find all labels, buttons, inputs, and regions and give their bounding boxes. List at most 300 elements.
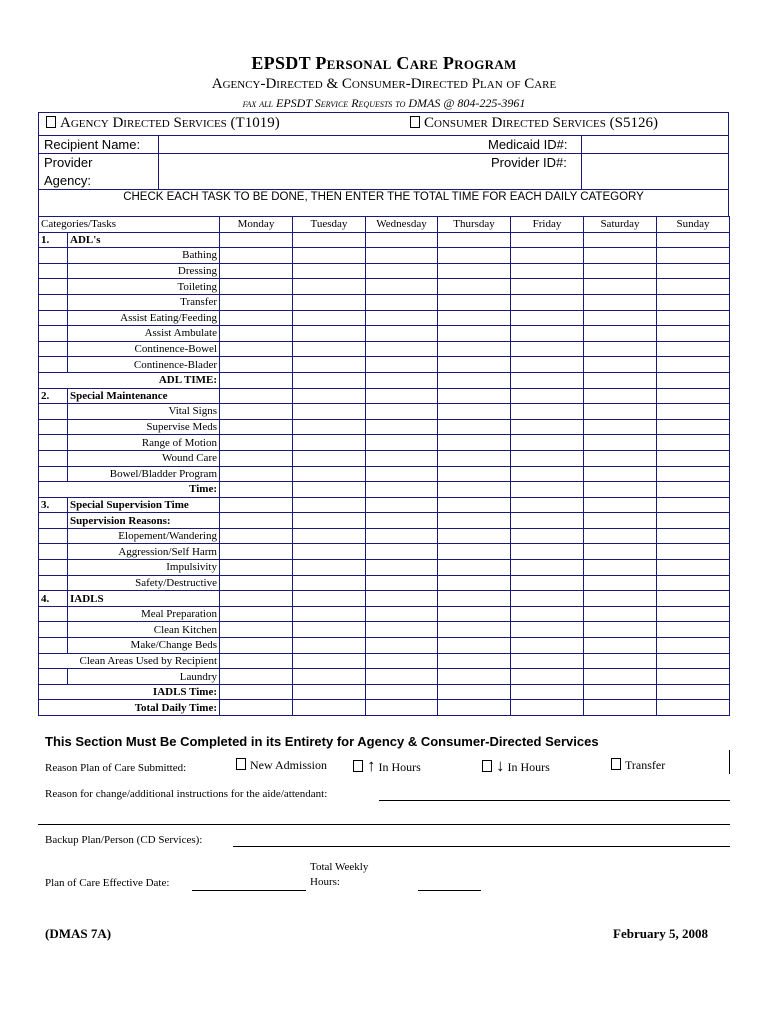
day-time-cell[interactable] xyxy=(438,279,511,295)
provider-id-field[interactable] xyxy=(583,155,727,188)
day-time-cell[interactable] xyxy=(293,326,366,342)
day-time-cell[interactable] xyxy=(438,606,511,622)
day-time-cell[interactable] xyxy=(511,435,584,451)
row-spacer xyxy=(39,575,68,591)
day-time-cell[interactable] xyxy=(220,575,293,591)
day-time-cell[interactable] xyxy=(366,482,438,498)
day-time-cell[interactable] xyxy=(584,263,657,279)
day-time-cell[interactable] xyxy=(657,575,730,591)
day-time-cell[interactable] xyxy=(293,700,366,716)
day-time-cell[interactable] xyxy=(657,700,730,716)
day-time-cell[interactable] xyxy=(293,560,366,576)
day-time-cell[interactable] xyxy=(220,326,293,342)
day-time-cell[interactable] xyxy=(584,622,657,638)
day-time-cell[interactable] xyxy=(293,232,366,248)
day-time-cell[interactable] xyxy=(511,544,584,560)
day-time-cell[interactable] xyxy=(511,513,584,529)
day-time-cell[interactable] xyxy=(511,372,584,388)
day-time-cell[interactable] xyxy=(366,528,438,544)
day-time-cell[interactable] xyxy=(657,591,730,607)
row-spacer xyxy=(39,450,68,466)
day-time-cell[interactable] xyxy=(366,419,438,435)
day-time-cell[interactable] xyxy=(366,700,438,716)
day-time-cell[interactable] xyxy=(438,450,511,466)
day-time-cell[interactable] xyxy=(293,591,366,607)
day-time-cell[interactable] xyxy=(366,575,438,591)
day-time-cell[interactable] xyxy=(511,279,584,295)
fax-instruction: fax all EPSDT Service Requests to DMAS @ 804-225-3961 xyxy=(242,96,526,110)
day-time-cell[interactable] xyxy=(438,263,511,279)
day-time-cell[interactable] xyxy=(366,279,438,295)
task-schedule-table xyxy=(38,216,730,716)
day-header: Tuesday xyxy=(293,217,366,233)
day-time-cell[interactable] xyxy=(366,669,438,685)
row-spacer xyxy=(39,248,68,264)
day-time-cell[interactable] xyxy=(220,419,293,435)
day-time-cell[interactable] xyxy=(584,310,657,326)
task-label: Range of Motion xyxy=(68,435,220,451)
day-time-cell[interactable] xyxy=(293,419,366,435)
day-time-cell[interactable] xyxy=(366,606,438,622)
row-spacer xyxy=(39,622,68,638)
day-time-cell[interactable] xyxy=(293,544,366,560)
day-time-cell[interactable] xyxy=(366,388,438,404)
section-title: This Section Must Be Completed in its Entirety for Agency & Consumer-Directed Services xyxy=(45,734,599,749)
day-time-cell[interactable] xyxy=(438,341,511,357)
row-spacer xyxy=(39,560,68,576)
day-time-cell[interactable] xyxy=(657,341,730,357)
day-time-cell[interactable] xyxy=(511,684,584,700)
day-time-cell[interactable] xyxy=(366,622,438,638)
day-time-cell[interactable] xyxy=(366,513,438,529)
day-time-cell[interactable] xyxy=(657,372,730,388)
day-time-cell[interactable] xyxy=(584,357,657,373)
day-time-cell[interactable] xyxy=(511,404,584,420)
day-time-cell[interactable] xyxy=(220,606,293,622)
day-time-cell[interactable] xyxy=(511,575,584,591)
day-time-cell[interactable] xyxy=(657,310,730,326)
day-time-cell[interactable] xyxy=(511,497,584,513)
day-time-cell[interactable] xyxy=(220,466,293,482)
time-total-label: Time: xyxy=(39,482,220,498)
day-time-cell[interactable] xyxy=(438,372,511,388)
day-time-cell[interactable] xyxy=(584,248,657,264)
day-time-cell[interactable] xyxy=(511,263,584,279)
category-number: 2. xyxy=(39,388,68,404)
day-time-cell[interactable] xyxy=(220,279,293,295)
day-time-cell[interactable] xyxy=(584,435,657,451)
task-label: Clean Areas Used by Recipient xyxy=(39,653,220,669)
consumer-directed-option[interactable] xyxy=(410,115,658,132)
day-time-cell[interactable] xyxy=(657,466,730,482)
day-time-cell[interactable] xyxy=(293,497,366,513)
day-time-cell[interactable] xyxy=(511,700,584,716)
total-weekly-hours-field[interactable] xyxy=(418,890,481,891)
medicaid-id-field[interactable] xyxy=(583,136,727,152)
checkbox-icon[interactable] xyxy=(353,760,363,772)
checkbox-icon[interactable] xyxy=(410,116,420,128)
row-spacer xyxy=(39,435,68,451)
day-time-cell[interactable] xyxy=(366,232,438,248)
day-time-cell[interactable] xyxy=(293,466,366,482)
day-time-cell[interactable] xyxy=(293,263,366,279)
change-reason-label: Reason for change/additional instructions for the aide/attendant: xyxy=(45,788,328,800)
day-time-cell[interactable] xyxy=(293,310,366,326)
checkbox-icon[interactable] xyxy=(611,758,621,770)
task-label: Laundry xyxy=(68,669,220,685)
new-admission-label: New Admission xyxy=(250,758,328,772)
recipient-name-label: Recipient Name: xyxy=(44,137,141,152)
hours-label: Hours: xyxy=(310,876,340,888)
day-time-cell[interactable] xyxy=(657,419,730,435)
table-row xyxy=(39,575,730,591)
day-time-cell[interactable] xyxy=(584,497,657,513)
day-time-cell[interactable] xyxy=(220,232,293,248)
day-time-cell[interactable] xyxy=(584,450,657,466)
day-time-cell[interactable] xyxy=(511,638,584,654)
day-time-cell[interactable] xyxy=(293,294,366,310)
day-time-cell[interactable] xyxy=(657,248,730,264)
day-time-cell[interactable] xyxy=(438,669,511,685)
day-time-cell[interactable] xyxy=(293,341,366,357)
day-time-cell[interactable] xyxy=(438,638,511,654)
day-time-cell[interactable] xyxy=(657,638,730,654)
day-time-cell[interactable] xyxy=(584,279,657,295)
medicaid-id-label: Medicaid ID#: xyxy=(488,137,568,152)
day-time-cell[interactable] xyxy=(438,591,511,607)
day-time-cell[interactable] xyxy=(438,419,511,435)
day-time-cell[interactable] xyxy=(438,513,511,529)
day-time-cell[interactable] xyxy=(657,497,730,513)
agency-directed-option[interactable] xyxy=(46,115,280,132)
day-time-cell[interactable] xyxy=(657,513,730,529)
row-spacer xyxy=(39,357,68,373)
day-time-cell[interactable] xyxy=(366,560,438,576)
table-row xyxy=(39,591,730,607)
day-time-cell[interactable] xyxy=(584,528,657,544)
day-time-cell[interactable] xyxy=(293,606,366,622)
day-time-cell[interactable] xyxy=(293,638,366,654)
day-time-cell[interactable] xyxy=(293,575,366,591)
row-spacer xyxy=(39,528,68,544)
day-time-cell[interactable] xyxy=(657,435,730,451)
day-time-cell[interactable] xyxy=(366,497,438,513)
backup-plan-field[interactable] xyxy=(233,846,730,847)
day-time-cell[interactable] xyxy=(220,544,293,560)
day-time-cell[interactable] xyxy=(293,513,366,529)
task-instruction: CHECK EACH TASK TO BE DONE, THEN ENTER THE TOTAL TIME FOR EACH DAILY CATEGORY xyxy=(123,191,644,203)
day-time-cell[interactable] xyxy=(657,450,730,466)
day-time-cell[interactable] xyxy=(511,248,584,264)
day-time-cell[interactable] xyxy=(220,341,293,357)
row-spacer xyxy=(39,638,68,654)
day-time-cell[interactable] xyxy=(293,435,366,451)
table-row xyxy=(39,326,730,342)
day-time-cell[interactable] xyxy=(511,606,584,622)
day-time-cell[interactable] xyxy=(657,622,730,638)
day-time-cell[interactable] xyxy=(438,528,511,544)
day-time-cell[interactable] xyxy=(511,622,584,638)
subcategory-label: Supervision Reasons: xyxy=(68,513,220,529)
table-row xyxy=(39,404,730,420)
day-time-cell[interactable] xyxy=(438,575,511,591)
day-time-cell[interactable] xyxy=(438,404,511,420)
task-label: Impulsivity xyxy=(68,560,220,576)
day-time-cell[interactable] xyxy=(220,700,293,716)
day-time-cell[interactable] xyxy=(657,326,730,342)
decrease-hours-option[interactable] xyxy=(482,756,550,776)
day-time-cell[interactable] xyxy=(438,482,511,498)
day-time-cell[interactable] xyxy=(438,497,511,513)
day-time-cell[interactable] xyxy=(293,669,366,685)
table-row xyxy=(39,638,730,654)
day-time-cell[interactable] xyxy=(511,653,584,669)
day-time-cell[interactable] xyxy=(657,544,730,560)
day-time-cell[interactable] xyxy=(657,560,730,576)
day-time-cell[interactable] xyxy=(220,669,293,685)
day-time-cell[interactable] xyxy=(657,263,730,279)
table-row xyxy=(39,450,730,466)
day-time-cell[interactable] xyxy=(584,294,657,310)
table-row xyxy=(39,513,730,529)
day-time-cell[interactable] xyxy=(438,248,511,264)
row-spacer xyxy=(39,263,68,279)
day-time-cell[interactable] xyxy=(220,450,293,466)
day-time-cell[interactable] xyxy=(438,560,511,576)
task-label: Clean Kitchen xyxy=(68,622,220,638)
day-time-cell[interactable] xyxy=(584,575,657,591)
day-time-cell[interactable] xyxy=(584,606,657,622)
category-label: Special Maintenance xyxy=(68,388,220,404)
day-time-cell[interactable] xyxy=(220,684,293,700)
checkbox-icon[interactable] xyxy=(236,758,246,770)
day-time-cell[interactable] xyxy=(220,591,293,607)
row-spacer xyxy=(39,404,68,420)
day-time-cell[interactable] xyxy=(584,560,657,576)
day-time-cell[interactable] xyxy=(366,591,438,607)
consumer-directed-label: Consumer Directed Services (S5126) xyxy=(424,115,658,131)
day-time-cell[interactable] xyxy=(584,544,657,560)
day-time-cell[interactable] xyxy=(293,653,366,669)
day-time-cell[interactable] xyxy=(584,591,657,607)
day-time-cell[interactable] xyxy=(220,435,293,451)
day-time-cell[interactable] xyxy=(657,528,730,544)
day-time-cell[interactable] xyxy=(293,279,366,295)
day-time-cell[interactable] xyxy=(584,669,657,685)
table-row xyxy=(39,372,730,388)
day-time-cell[interactable] xyxy=(366,653,438,669)
day-time-cell[interactable] xyxy=(293,482,366,498)
day-time-cell[interactable] xyxy=(657,669,730,685)
table-row xyxy=(39,482,730,498)
change-reason-field-line2[interactable] xyxy=(38,824,730,825)
decrease-hours-label: In Hours xyxy=(507,760,550,774)
day-time-cell[interactable] xyxy=(511,294,584,310)
day-time-cell[interactable] xyxy=(657,404,730,420)
day-time-cell[interactable] xyxy=(220,560,293,576)
day-time-cell[interactable] xyxy=(511,232,584,248)
day-time-cell[interactable] xyxy=(293,372,366,388)
day-time-cell[interactable] xyxy=(366,294,438,310)
day-time-cell[interactable] xyxy=(438,388,511,404)
day-header: Wednesday xyxy=(366,217,438,233)
day-time-cell[interactable] xyxy=(584,404,657,420)
day-time-cell[interactable] xyxy=(220,482,293,498)
day-time-cell[interactable] xyxy=(511,326,584,342)
day-time-cell[interactable] xyxy=(657,388,730,404)
day-time-cell[interactable] xyxy=(511,419,584,435)
day-time-cell[interactable] xyxy=(438,684,511,700)
task-label: Bathing xyxy=(68,248,220,264)
day-time-cell[interactable] xyxy=(366,310,438,326)
day-time-cell[interactable] xyxy=(511,466,584,482)
category-number: 3. xyxy=(39,497,68,513)
increase-hours-option[interactable] xyxy=(353,756,421,776)
day-time-cell[interactable] xyxy=(220,357,293,373)
task-label: Continence-Blader xyxy=(68,357,220,373)
day-time-cell[interactable] xyxy=(657,482,730,498)
task-label: Transfer xyxy=(68,294,220,310)
day-time-cell[interactable] xyxy=(438,294,511,310)
day-time-cell[interactable] xyxy=(584,482,657,498)
day-time-cell[interactable] xyxy=(366,404,438,420)
day-time-cell[interactable] xyxy=(366,341,438,357)
day-time-cell[interactable] xyxy=(366,326,438,342)
day-time-cell[interactable] xyxy=(220,248,293,264)
day-time-cell[interactable] xyxy=(511,388,584,404)
day-time-cell[interactable] xyxy=(293,450,366,466)
day-time-cell[interactable] xyxy=(657,232,730,248)
transfer-option[interactable] xyxy=(611,758,665,773)
agency-label: Agency: xyxy=(44,173,91,188)
day-time-cell[interactable] xyxy=(511,528,584,544)
day-time-cell[interactable] xyxy=(584,388,657,404)
day-time-cell[interactable] xyxy=(438,232,511,248)
day-time-cell[interactable] xyxy=(584,419,657,435)
day-time-cell[interactable] xyxy=(511,560,584,576)
day-time-cell[interactable] xyxy=(220,528,293,544)
day-time-cell[interactable] xyxy=(511,669,584,685)
day-time-cell[interactable] xyxy=(366,544,438,560)
day-time-cell[interactable] xyxy=(366,372,438,388)
day-time-cell[interactable] xyxy=(584,653,657,669)
day-time-cell[interactable] xyxy=(366,357,438,373)
day-time-cell[interactable] xyxy=(584,513,657,529)
row-spacer xyxy=(39,544,68,560)
day-time-cell[interactable] xyxy=(366,450,438,466)
checkbox-icon[interactable] xyxy=(482,760,492,772)
new-admission-option[interactable] xyxy=(236,758,327,773)
day-time-cell[interactable] xyxy=(293,248,366,264)
day-time-cell[interactable] xyxy=(657,357,730,373)
day-time-cell[interactable] xyxy=(220,497,293,513)
table-header-row xyxy=(39,217,730,233)
day-time-cell[interactable] xyxy=(438,466,511,482)
day-time-cell[interactable] xyxy=(584,466,657,482)
day-time-cell[interactable] xyxy=(293,684,366,700)
day-time-cell[interactable] xyxy=(220,294,293,310)
table-row xyxy=(39,419,730,435)
day-time-cell[interactable] xyxy=(438,310,511,326)
day-time-cell[interactable] xyxy=(438,700,511,716)
day-time-cell[interactable] xyxy=(511,341,584,357)
table-row xyxy=(39,669,730,685)
day-time-cell[interactable] xyxy=(220,653,293,669)
day-time-cell[interactable] xyxy=(293,622,366,638)
day-time-cell[interactable] xyxy=(584,700,657,716)
day-time-cell[interactable] xyxy=(366,263,438,279)
time-total-label: Total Daily Time: xyxy=(39,700,220,716)
day-time-cell[interactable] xyxy=(293,388,366,404)
day-time-cell[interactable] xyxy=(366,435,438,451)
category-label: ADL's xyxy=(68,232,220,248)
day-time-cell[interactable] xyxy=(438,435,511,451)
day-time-cell[interactable] xyxy=(438,357,511,373)
row-spacer xyxy=(39,279,68,295)
day-time-cell[interactable] xyxy=(220,513,293,529)
day-time-cell[interactable] xyxy=(438,653,511,669)
reason-submitted-label: Reason Plan of Care Submitted: xyxy=(45,762,187,774)
category-label: Special Supervision Time xyxy=(68,497,220,513)
day-time-cell[interactable] xyxy=(220,263,293,279)
day-time-cell[interactable] xyxy=(657,279,730,295)
day-time-cell[interactable] xyxy=(511,450,584,466)
day-time-cell[interactable] xyxy=(220,310,293,326)
day-time-cell[interactable] xyxy=(293,528,366,544)
day-time-cell[interactable] xyxy=(438,622,511,638)
day-time-cell[interactable] xyxy=(584,684,657,700)
day-time-cell[interactable] xyxy=(366,684,438,700)
day-time-cell[interactable] xyxy=(584,372,657,388)
table-row xyxy=(39,248,730,264)
table-row xyxy=(39,622,730,638)
effective-date-field[interactable] xyxy=(192,890,306,891)
day-time-cell[interactable] xyxy=(366,466,438,482)
day-time-cell[interactable] xyxy=(438,544,511,560)
day-time-cell[interactable] xyxy=(293,357,366,373)
table-row xyxy=(39,388,730,404)
day-time-cell[interactable] xyxy=(438,326,511,342)
effective-date-label: Plan of Care Effective Date: xyxy=(45,877,170,889)
table-row xyxy=(39,310,730,326)
day-time-cell[interactable] xyxy=(657,684,730,700)
day-time-cell[interactable] xyxy=(584,341,657,357)
day-time-cell[interactable] xyxy=(511,591,584,607)
table-row xyxy=(39,560,730,576)
row-spacer xyxy=(39,326,68,342)
day-time-cell[interactable] xyxy=(584,638,657,654)
day-time-cell[interactable] xyxy=(366,638,438,654)
day-time-cell[interactable] xyxy=(584,232,657,248)
day-time-cell[interactable] xyxy=(584,326,657,342)
day-time-cell[interactable] xyxy=(220,404,293,420)
day-time-cell[interactable] xyxy=(657,294,730,310)
day-time-cell[interactable] xyxy=(657,653,730,669)
day-time-cell[interactable] xyxy=(220,388,293,404)
day-time-cell[interactable] xyxy=(511,357,584,373)
day-time-cell[interactable] xyxy=(220,372,293,388)
change-reason-field[interactable] xyxy=(379,800,730,801)
day-time-cell[interactable] xyxy=(511,310,584,326)
day-time-cell[interactable] xyxy=(293,404,366,420)
day-time-cell[interactable] xyxy=(366,248,438,264)
day-time-cell[interactable] xyxy=(657,606,730,622)
task-label: Elopement/Wandering xyxy=(68,528,220,544)
day-time-cell[interactable] xyxy=(511,482,584,498)
checkbox-icon[interactable] xyxy=(46,116,56,128)
day-time-cell[interactable] xyxy=(220,622,293,638)
day-time-cell[interactable] xyxy=(220,638,293,654)
